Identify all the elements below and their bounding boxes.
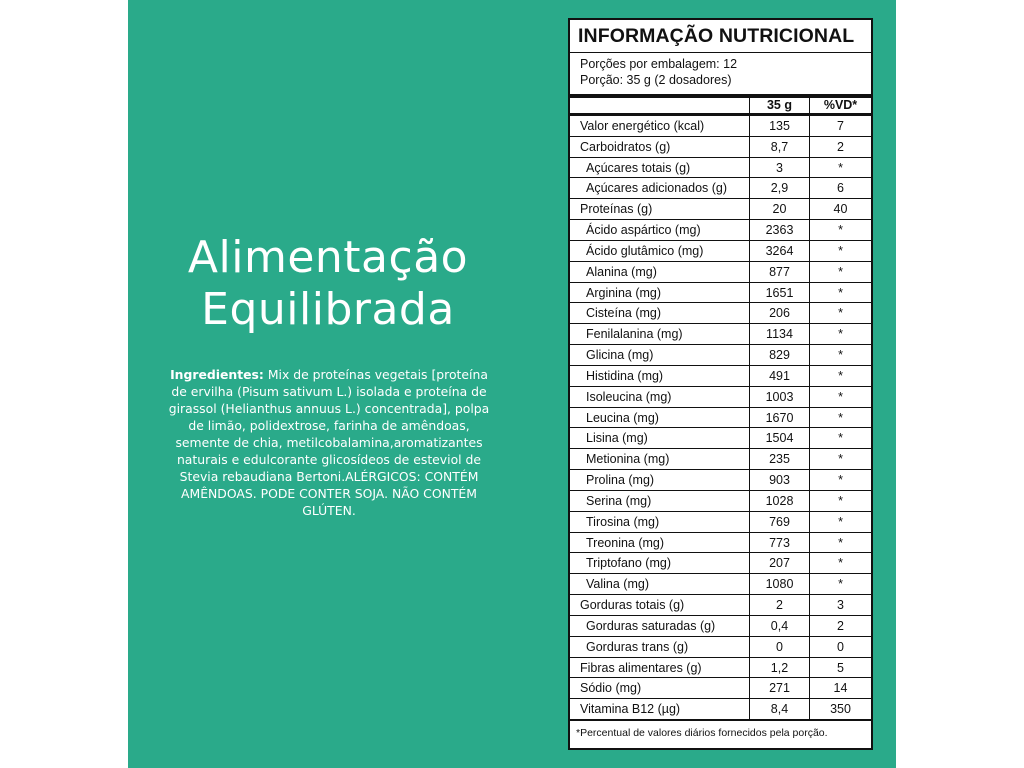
nutrient-name: Isoleucina (mg) [586, 389, 672, 404]
nutrient-daily-value: 6 [809, 178, 871, 198]
nutrient-amount: 135 [749, 116, 809, 136]
nutrient-amount: 1003 [749, 387, 809, 407]
nutrient-name: Lisina (mg) [586, 431, 648, 446]
nutrient-amount: 2 [749, 595, 809, 615]
nutrient-daily-value: 40 [809, 199, 871, 219]
headline-line-1: Alimentação [187, 232, 469, 283]
nutrition-row [570, 553, 871, 574]
nutrition-row [570, 116, 871, 137]
nutrition-row [570, 345, 871, 366]
nutrient-amount: 3 [749, 158, 809, 178]
nutrient-daily-value: * [809, 283, 871, 303]
serving-info [570, 53, 871, 94]
nutrition-facts-label [568, 18, 873, 750]
nutrition-row [570, 324, 871, 345]
nutrition-row [570, 158, 871, 179]
nutrient-amount: 0,4 [749, 616, 809, 636]
nutrient-name: Ácido aspártico (mg) [586, 223, 701, 238]
nutrient-amount: 8,4 [749, 699, 809, 720]
nutrient-name: Alanina (mg) [586, 264, 657, 279]
nutrition-row [570, 470, 871, 491]
nutrition-row [570, 574, 871, 595]
nutrition-table-header [570, 94, 871, 116]
headline [128, 232, 528, 336]
nutrient-name: Ácido glutâmico (mg) [586, 243, 704, 258]
header-name-cell [570, 98, 749, 113]
nutrient-name: Tirosina (mg) [586, 514, 660, 529]
nutrient-name: Metionina (mg) [586, 452, 670, 467]
nutrient-name: Açúcares adicionados (g) [586, 181, 728, 196]
nutrient-name: Arginina (mg) [586, 285, 662, 300]
nutrient-daily-value: 2 [809, 616, 871, 636]
nutrient-daily-value: * [809, 158, 871, 178]
nutrient-amount: 1028 [749, 491, 809, 511]
nutrient-daily-value: * [809, 428, 871, 448]
nutrition-label-title: INFORMAÇÃO NUTRICIONAL [570, 20, 871, 53]
nutrient-name: Gorduras trans (g) [586, 639, 689, 654]
nutrient-name: Gorduras totais (g) [580, 598, 685, 613]
nutrient-name: Cisteína (mg) [586, 306, 662, 321]
nutrient-daily-value: * [809, 324, 871, 344]
nutrient-name: Carboidratos (g) [580, 139, 671, 154]
nutrition-row [570, 262, 871, 283]
nutrition-row [570, 408, 871, 429]
nutrition-row [570, 241, 871, 262]
nutrient-amount: 903 [749, 470, 809, 490]
nutrient-name: Leucina (mg) [586, 410, 659, 425]
nutrient-name: Triptofano (mg) [586, 556, 671, 571]
nutrient-amount: 1670 [749, 408, 809, 428]
nutrient-daily-value: * [809, 303, 871, 323]
nutrient-amount: 3264 [749, 241, 809, 261]
nutrient-daily-value: * [809, 241, 871, 261]
nutrition-row [570, 616, 871, 637]
nutrition-row [570, 283, 871, 304]
nutrient-daily-value: 350 [809, 699, 871, 720]
nutrient-daily-value: * [809, 491, 871, 511]
nutrient-name: Valor energético (kcal) [580, 119, 705, 133]
nutrient-name: Gorduras saturadas (g) [586, 618, 716, 633]
nutrient-amount: 235 [749, 449, 809, 469]
nutrition-row [570, 595, 871, 616]
nutrient-name: Treonina (mg) [586, 535, 665, 550]
header-vd-cell: %VD* [809, 98, 871, 113]
nutrition-row [570, 178, 871, 199]
nutrient-amount: 769 [749, 512, 809, 532]
nutrition-row [570, 678, 871, 699]
nutrient-name: Serina (mg) [586, 493, 652, 508]
nutrition-row [570, 199, 871, 220]
nutrient-daily-value: * [809, 470, 871, 490]
nutrient-amount: 206 [749, 303, 809, 323]
nutrient-daily-value: * [809, 262, 871, 282]
nutrient-daily-value: * [809, 345, 871, 365]
nutrient-name: Sódio (mg) [580, 681, 642, 696]
nutrient-name: Fibras alimentares (g) [580, 660, 702, 675]
nutrient-name: Açúcares totais (g) [586, 160, 691, 175]
nutrition-row [570, 699, 871, 720]
ingredients-list: Mix de proteínas vegetais [proteína de ervilha (Pisum sativum L.) isolada e proteína de girassol (Helianthus annuus L.) concentrada], polpa de limão, polidextrose, farinha de amêndoas, semente de chia, metilcobalamina,aromatizantes naturais e edulcorante glicosídeos de esteviol de Stevia rebaudiana Bertoni.ALÉRGICOS: CONTÉM AMÊNDOAS. PODE CONTER SOJA. NÃO CONTÉM GLÚTEN. [168, 367, 490, 518]
nutrient-name: Fenilalanina (mg) [586, 327, 683, 342]
portion-size: Porção: 35 g (2 dosadores) [580, 73, 732, 87]
nutrition-row [570, 449, 871, 470]
nutrient-amount: 1,2 [749, 658, 809, 678]
nutrient-daily-value: * [809, 366, 871, 386]
nutrient-daily-value: * [809, 220, 871, 240]
nutrient-amount: 877 [749, 262, 809, 282]
nutrient-daily-value: * [809, 387, 871, 407]
nutrition-row [570, 137, 871, 158]
nutrition-row [570, 366, 871, 387]
nutrient-amount: 2,9 [749, 178, 809, 198]
nutrient-daily-value: 7 [809, 116, 871, 136]
nutrient-daily-value: * [809, 574, 871, 594]
servings-per-package: Porções por embalagem: 12 [580, 57, 738, 71]
nutrient-daily-value: 5 [809, 658, 871, 678]
nutrient-amount: 773 [749, 533, 809, 553]
nutrient-amount: 1080 [749, 574, 809, 594]
nutrient-amount: 20 [749, 199, 809, 219]
nutrient-amount: 271 [749, 678, 809, 698]
nutrition-row [570, 387, 871, 408]
nutrient-daily-value: 0 [809, 637, 871, 657]
nutrient-daily-value: 2 [809, 137, 871, 157]
nutrition-row [570, 658, 871, 679]
nutrient-amount: 829 [749, 345, 809, 365]
header-amount-cell: 35 g [749, 98, 809, 113]
nutrition-table-body [570, 116, 871, 721]
nutrient-amount: 207 [749, 553, 809, 573]
nutrition-footnote: *Percentual de valores diários fornecidos pela porção. [576, 727, 828, 739]
nutrient-daily-value: * [809, 449, 871, 469]
nutrient-amount: 1651 [749, 283, 809, 303]
nutrition-row [570, 220, 871, 241]
nutrient-daily-value: * [809, 512, 871, 532]
nutrition-row [570, 512, 871, 533]
nutrient-daily-value: 3 [809, 595, 871, 615]
nutrient-daily-value: 14 [809, 678, 871, 698]
ingredients-text-block [168, 366, 490, 519]
nutrition-row [570, 428, 871, 449]
nutrient-name: Vitamina B12 (µg) [580, 702, 681, 717]
nutrient-name: Prolina (mg) [586, 473, 655, 488]
nutrient-amount: 2363 [749, 220, 809, 240]
ingredients-lead: Ingredientes: [170, 367, 264, 382]
nutrient-name: Valina (mg) [586, 577, 649, 592]
nutrient-daily-value: * [809, 553, 871, 573]
nutrition-row [570, 637, 871, 658]
nutrition-row [570, 303, 871, 324]
nutrient-daily-value: * [809, 408, 871, 428]
nutrient-daily-value: * [809, 533, 871, 553]
headline-line-2: Equilibrada [201, 284, 455, 335]
nutrition-row [570, 491, 871, 512]
nutrient-amount: 0 [749, 637, 809, 657]
nutrient-amount: 491 [749, 366, 809, 386]
nutrient-name: Proteínas (g) [580, 202, 653, 217]
nutrient-amount: 8,7 [749, 137, 809, 157]
nutrition-row [570, 533, 871, 554]
nutrient-amount: 1134 [749, 324, 809, 344]
nutrient-name: Histidina (mg) [586, 368, 664, 383]
nutrient-amount: 1504 [749, 428, 809, 448]
nutrient-name: Glicina (mg) [586, 348, 654, 363]
